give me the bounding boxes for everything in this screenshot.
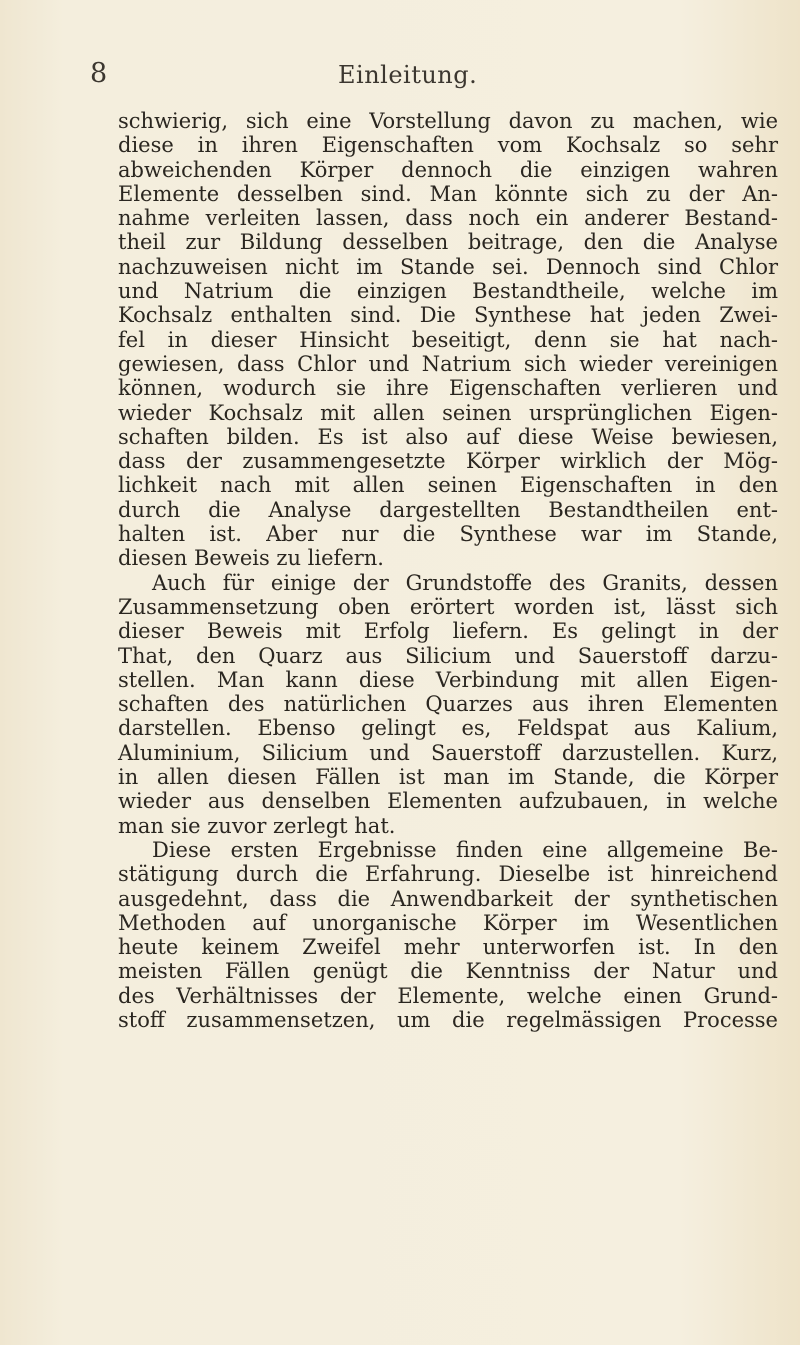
text-line: Elemente desselben sind. Man könnte sich zu der An- xyxy=(118,181,778,206)
text-line: diese in ihren Eigenschaften vom Kochsalz so sehr xyxy=(118,133,778,158)
text-line: schwierig, sich eine Vorstellung davon zu machen, wie xyxy=(118,109,778,133)
text-line: dass der zusammengesetzte Körper wirklich der Mög- xyxy=(118,449,778,474)
text-line: diesen Beweis zu liefern. xyxy=(118,546,384,571)
text-line: halten ist. Aber nur die Synthese war im Stande, xyxy=(118,522,778,547)
page-number: 8 xyxy=(90,58,108,89)
text-line: Zusammensetzung oben erörtert worden ist, lässt sich xyxy=(118,594,778,619)
text-line: gewiesen, dass Chlor und Natrium sich wieder vereinigen xyxy=(118,351,778,376)
text-line: Aluminium, Silicium und Sauerstoff darzustellen. Kurz, xyxy=(118,740,778,765)
text-line: nachzuweisen nicht im Stande sei. Dennoch sind Chlor xyxy=(118,254,778,279)
text-line: heute keinem Zweifel mehr unterworfen ist. In den xyxy=(118,935,778,960)
text-line: That, den Quarz aus Silicium und Sauerstoff darzu- xyxy=(118,643,778,668)
text-line: stellen. Man kann diese Verbindung mit allen Eigen- xyxy=(118,667,778,692)
text-line: theil zur Bildung desselben beitrage, den die Analyse xyxy=(118,230,778,255)
text-line: wieder aus denselben Elementen aufzubauen, in welche xyxy=(118,789,778,814)
text-line: Diese ersten Ergebnisse finden eine allgemeine Be- xyxy=(152,837,778,862)
text-line: man sie zuvor zerlegt hat. xyxy=(118,813,396,838)
page-header xyxy=(0,58,800,94)
text-line: ausgedehnt, dass die Anwendbarkeit der synthetischen xyxy=(118,886,778,911)
text-line: stoff zusammensetzen, um die regelmässigen Processe xyxy=(118,1007,778,1032)
text-line: dieser Beweis mit Erfolg liefern. Es gelingt in der xyxy=(118,619,778,644)
text-line: wieder Kochsalz mit allen seinen ursprünglichen Eigen- xyxy=(118,400,778,425)
text-line: Methoden auf unorganische Körper im Wesentlichen xyxy=(118,910,778,935)
body-text xyxy=(118,109,778,1032)
running-head: Einleitung. xyxy=(338,61,478,89)
text-line: schaften bilden. Es ist also auf diese Weise bewiesen, xyxy=(118,424,778,449)
text-line: schaften des natürlichen Quarzes aus ihren Elementen xyxy=(118,692,778,717)
text-line: meisten Fällen genügt die Kenntniss der Natur und xyxy=(118,959,778,984)
text-line: können, wodurch sie ihre Eigenschaften verlieren und xyxy=(118,376,778,401)
text-line: nahme verleiten lassen, dass noch ein anderer Bestand- xyxy=(118,206,778,231)
text-line: in allen diesen Fällen ist man im Stande, die Körper xyxy=(118,765,778,790)
text-line: darstellen. Ebenso gelingt es, Feldspat aus Kalium, xyxy=(118,716,778,741)
text-line: Kochsalz enthalten sind. Die Synthese hat jeden Zwei- xyxy=(118,303,778,328)
text-line: durch die Analyse dargestellten Bestandtheilen ent- xyxy=(118,497,778,522)
text-line: und Natrium die einzigen Bestandtheile, welche im xyxy=(118,279,778,304)
text-line: des Verhältnisses der Elemente, welche einen Grund- xyxy=(118,983,778,1008)
text-line: stätigung durch die Erfahrung. Dieselbe ist hinreichend xyxy=(118,862,778,887)
text-line: lichkeit nach mit allen seinen Eigenschaften in den xyxy=(118,473,778,498)
text-line: Auch für einige der Grundstoffe des Granits, dessen xyxy=(152,570,778,595)
text-line: abweichenden Körper dennoch die einzigen wahren xyxy=(118,157,778,182)
text-line: fel in dieser Hinsicht beseitigt, denn sie hat nach- xyxy=(118,327,778,352)
